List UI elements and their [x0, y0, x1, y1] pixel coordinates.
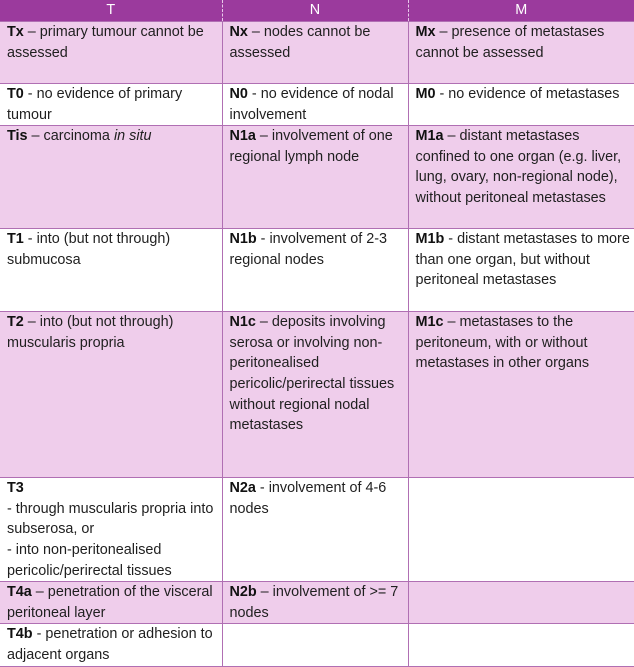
stage-code: M0 [415, 86, 436, 102]
stage-code: Tis [7, 128, 28, 145]
stage-description: - into (but not through) submucosa [7, 231, 171, 268]
stage-description: – deposits involving serosa or involving non-peritonealised pericolic/perirectal tissues without regional nodal metastases [229, 314, 395, 434]
table-row [0, 478, 634, 582]
stage-description: – distant metastases confined to one organ (e.g. liver, lung, ovary, non-regional node), without peritoneal metastases [415, 128, 622, 206]
stage-code: N0 [229, 86, 248, 102]
stage-description: - no evidence of metastases [435, 86, 620, 102]
t-cell [0, 22, 222, 84]
table-row [0, 84, 634, 126]
stage-code: N2b [229, 584, 257, 601]
t-cell [0, 229, 222, 312]
stage-description: – primary tumour cannot be assessed [7, 24, 204, 61]
stage-description: - no evidence of primary tumour [7, 86, 183, 123]
n-cell [222, 478, 408, 582]
t-cell [0, 312, 222, 478]
m-cell-empty [408, 478, 634, 582]
stage-description: - no evidence of nodal involvement [229, 86, 394, 123]
table-row [0, 312, 634, 478]
m-cell [408, 22, 634, 84]
stage-description: – metastases to the peritoneum, with or without metastases in other organs [415, 314, 590, 372]
m-cell [408, 126, 634, 229]
m-cell-empty [408, 582, 634, 624]
stage-description-line: - through muscularis propria into subserosa, or [7, 500, 214, 538]
stage-code: T4a [7, 584, 32, 601]
m-cell [408, 229, 634, 312]
n-cell [222, 312, 408, 478]
stage-code: T3 [7, 480, 24, 497]
header-t: T [0, 0, 222, 22]
stage-description: - distant metastases to more than one organ, but without peritoneal metastases [415, 231, 630, 289]
stage-code: M1a [415, 128, 444, 145]
stage-code: N1b [229, 231, 257, 248]
table-row [0, 624, 634, 666]
m-cell-empty [408, 624, 634, 666]
stage-description: – into (but not through) muscularis propria [7, 314, 174, 351]
stage-code: T4b [7, 626, 33, 643]
stage-description: - penetration or adhesion to adjacent organs [7, 626, 213, 663]
header-n: N [222, 0, 408, 22]
stage-code: Mx [415, 24, 436, 40]
stage-description: – involvement of one regional lymph node [229, 128, 393, 165]
stage-code: N1c [229, 314, 256, 331]
stage-code: T1 [7, 231, 24, 248]
t-cell [0, 84, 222, 126]
t-cell [0, 624, 222, 666]
stage-code: M1c [415, 314, 444, 331]
stage-description: - involvement of 2-3 regional nodes [229, 231, 388, 268]
table-row [0, 126, 634, 229]
t-cell [0, 126, 222, 229]
stage-code: M1b [415, 231, 445, 248]
n-cell [222, 229, 408, 312]
stage-code: Tx [7, 24, 24, 40]
t-cell [0, 478, 222, 582]
n-cell [222, 84, 408, 126]
stage-description: – nodes cannot be assessed [229, 24, 371, 61]
table-row [0, 22, 634, 84]
stage-description-italic: in situ [113, 128, 152, 145]
stage-code: N1a [229, 128, 256, 145]
n-cell-empty [222, 624, 408, 666]
stage-description-line: - into non-peritonealised pericolic/perirectal tissues [7, 541, 172, 579]
stage-code: T2 [7, 314, 24, 331]
n-cell [222, 126, 408, 229]
n-cell [222, 582, 408, 624]
stage-code: T0 [7, 86, 24, 102]
n-cell [222, 22, 408, 84]
stage-description: - involvement of 4-6 nodes [229, 480, 387, 517]
header-row [0, 0, 634, 22]
header-m: M [408, 0, 634, 22]
stage-code: N2a [229, 480, 256, 497]
stage-description: – penetration of the visceral peritoneal layer [7, 584, 213, 621]
m-cell [408, 84, 634, 126]
m-cell [408, 312, 634, 478]
table-row [0, 229, 634, 312]
t-cell [0, 582, 222, 624]
stage-description: – carcinoma [27, 128, 114, 145]
stage-description: – involvement of >= 7 nodes [229, 584, 399, 621]
stage-code: Nx [229, 24, 248, 40]
table-row [0, 582, 634, 624]
stage-description: – presence of metastases cannot be assessed [415, 24, 605, 61]
